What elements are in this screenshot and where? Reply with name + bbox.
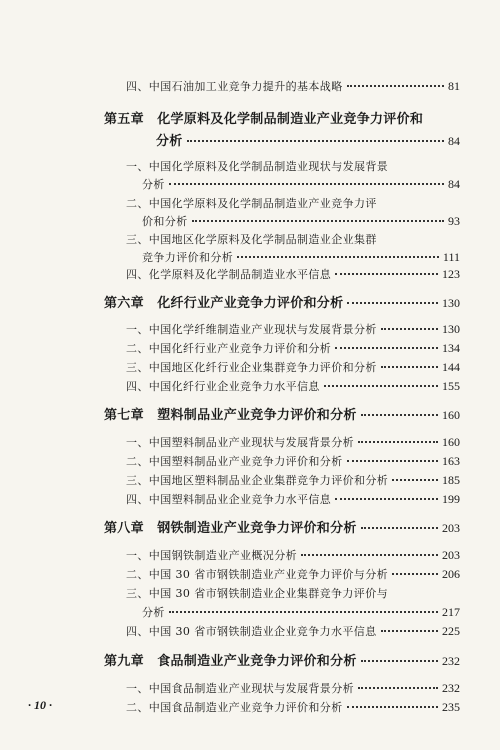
toc-section [126, 378, 460, 394]
toc-chapter [104, 517, 460, 536]
toc-entry-page: 232 [442, 654, 460, 668]
toc-entry-label: 一、中国钢铁制造业产业概况分析 [126, 549, 297, 562]
toc-section [126, 566, 460, 582]
toc-entry-label: 价和分析 [142, 215, 188, 228]
toc-entry-label: 竞争力评价和分析 [142, 251, 234, 264]
dot-leader [335, 498, 438, 500]
toc-entry-label: 三、中国地区化学原料及化学制品制造业企业集群 [126, 233, 377, 246]
toc-entry-page: 163 [442, 454, 460, 468]
toc-entry-label: 第七章 塑料制品业产业竞争力评价和分析 [104, 408, 357, 423]
dot-leader [237, 256, 439, 258]
dot-leader [169, 611, 438, 613]
dot-leader [358, 687, 438, 689]
toc-section-continuation [142, 213, 460, 229]
toc-entry-page: 84 [448, 177, 460, 191]
toc-entry-label: 四、中国石油加工业竞争力提升的基本战略 [126, 80, 343, 93]
toc-section-continuation [142, 176, 460, 192]
toc-entry-label: 一、中国塑料制品业产业现状与发展背景分析 [126, 436, 354, 449]
toc-section [126, 266, 460, 282]
toc-entry-label: 二、中国化纤行业产业竞争力评价和分析 [126, 342, 332, 355]
toc-entry-page: 203 [442, 548, 460, 562]
toc-entry-page: 134 [442, 341, 460, 355]
dot-leader [392, 479, 438, 481]
toc-entry-label: 二、中国化学原料及化学制品制造业产业竞争力评 [126, 197, 377, 210]
toc-entry-label: 四、中国化纤行业企业竞争力水平信息 [126, 380, 320, 393]
toc-section-continuation [142, 604, 460, 620]
toc-section [126, 434, 460, 450]
toc-entry-page: 232 [442, 681, 460, 695]
toc-entry-page: 206 [442, 567, 460, 581]
toc-entry-page: 111 [442, 250, 460, 264]
toc-section [126, 699, 460, 715]
toc-entry-page: 199 [442, 492, 460, 506]
toc-entry-label: 二、中国 30 省市钢铁制造业产业竞争力评价与分析 [126, 568, 388, 581]
toc-section [126, 472, 460, 488]
toc-entry-page: 155 [442, 379, 460, 393]
toc-entry-label: 分析 [156, 134, 183, 149]
toc-entry-page: 81 [448, 79, 460, 93]
toc-entry-label: 分析 [142, 606, 165, 619]
toc-chapter [104, 108, 460, 127]
dot-leader [324, 385, 438, 387]
dot-leader [358, 441, 438, 443]
toc-entry-label: 三、中国 30 省市钢铁制造业企业集群竞争力评价与 [126, 587, 388, 600]
toc-chapter-continuation [156, 130, 460, 149]
toc-section [126, 195, 460, 211]
toc-entry-page: 160 [442, 435, 460, 449]
toc-entry-page: 185 [442, 473, 460, 487]
dot-leader [347, 85, 444, 87]
toc-entry-page: 217 [442, 605, 460, 619]
toc-section [126, 231, 460, 247]
dot-leader [361, 414, 438, 416]
toc-chapter [104, 292, 460, 311]
toc-entry-label: 第九章 食品制造业产业竞争力评价和分析 [104, 654, 357, 669]
toc-section [126, 623, 460, 639]
toc-entry-page: 144 [442, 360, 460, 374]
toc-section [126, 453, 460, 469]
toc-entry-page: 160 [442, 408, 460, 422]
dot-leader [381, 366, 438, 368]
dot-leader [381, 630, 438, 632]
toc-section [126, 547, 460, 563]
toc-entry-page: 123 [442, 267, 460, 281]
dot-leader [169, 183, 444, 185]
toc-section [126, 158, 460, 174]
dot-leader [192, 220, 444, 222]
toc-section-continuation [142, 249, 460, 265]
toc-entry-page: 203 [442, 521, 460, 535]
page-number-footer: · 10 · [28, 698, 52, 712]
toc-section [126, 680, 460, 696]
dot-leader [301, 554, 438, 556]
toc-section [126, 78, 460, 94]
dot-leader [347, 302, 438, 304]
toc-section [126, 359, 460, 375]
dot-leader [392, 573, 438, 575]
toc-entry-label: 第六章 化纤行业产业竞争力评价和分析 [104, 296, 344, 311]
toc-entry-page: 130 [442, 322, 460, 336]
dot-leader [335, 347, 438, 349]
toc-entry-label: 二、中国塑料制品业产业竞争力评价和分析 [126, 455, 343, 468]
toc-entry-label: 三、中国地区塑料制品业企业集群竞争力评价和分析 [126, 474, 389, 487]
toc-entry-label: 一、中国化学原料及化学制品制造业现状与发展背景 [126, 160, 389, 173]
toc-entry-label: 第五章 化学原料及化学制品制造业产业竞争力评价和 [104, 112, 424, 127]
toc-entry-label: 二、中国食品制造业产业竞争力评价和分析 [126, 701, 343, 714]
toc-entry-page: 93 [448, 214, 460, 228]
toc-entry-page: 130 [442, 296, 460, 310]
toc-entry-page: 235 [442, 700, 460, 714]
toc-section [126, 491, 460, 507]
toc-section [126, 340, 460, 356]
toc-entry-label: 三、中国地区化纤行业企业集群竞争力评价和分析 [126, 361, 377, 374]
toc-entry-label: 四、中国 30 省市钢铁制造业企业竞争力水平信息 [126, 625, 377, 638]
toc-entry-label: 分析 [142, 178, 165, 191]
dot-leader [381, 328, 438, 330]
dot-leader [335, 273, 438, 275]
toc-chapter [104, 650, 460, 669]
toc-entry-page: 84 [448, 134, 460, 148]
toc-entry-label: 第八章 钢铁制造业产业竞争力评价和分析 [104, 521, 357, 536]
toc-chapter [104, 404, 460, 423]
toc-entry-label: 一、中国食品制造业产业现状与发展背景分析 [126, 682, 354, 695]
dot-leader [361, 527, 438, 529]
dot-leader [361, 660, 438, 662]
toc-section [126, 321, 460, 337]
toc-entry-label: 一、中国化学纤维制造业产业现状与发展背景分析 [126, 323, 377, 336]
dot-leader [347, 460, 438, 462]
toc-section [126, 585, 460, 601]
dot-leader [347, 706, 438, 708]
toc-entry-page: 225 [442, 624, 460, 638]
toc-entry-label: 四、中国塑料制品业企业竞争力水平信息 [126, 493, 332, 506]
toc-entry-label: 四、化学原料及化学制品制造业水平信息 [126, 268, 332, 281]
dot-leader [187, 140, 444, 142]
